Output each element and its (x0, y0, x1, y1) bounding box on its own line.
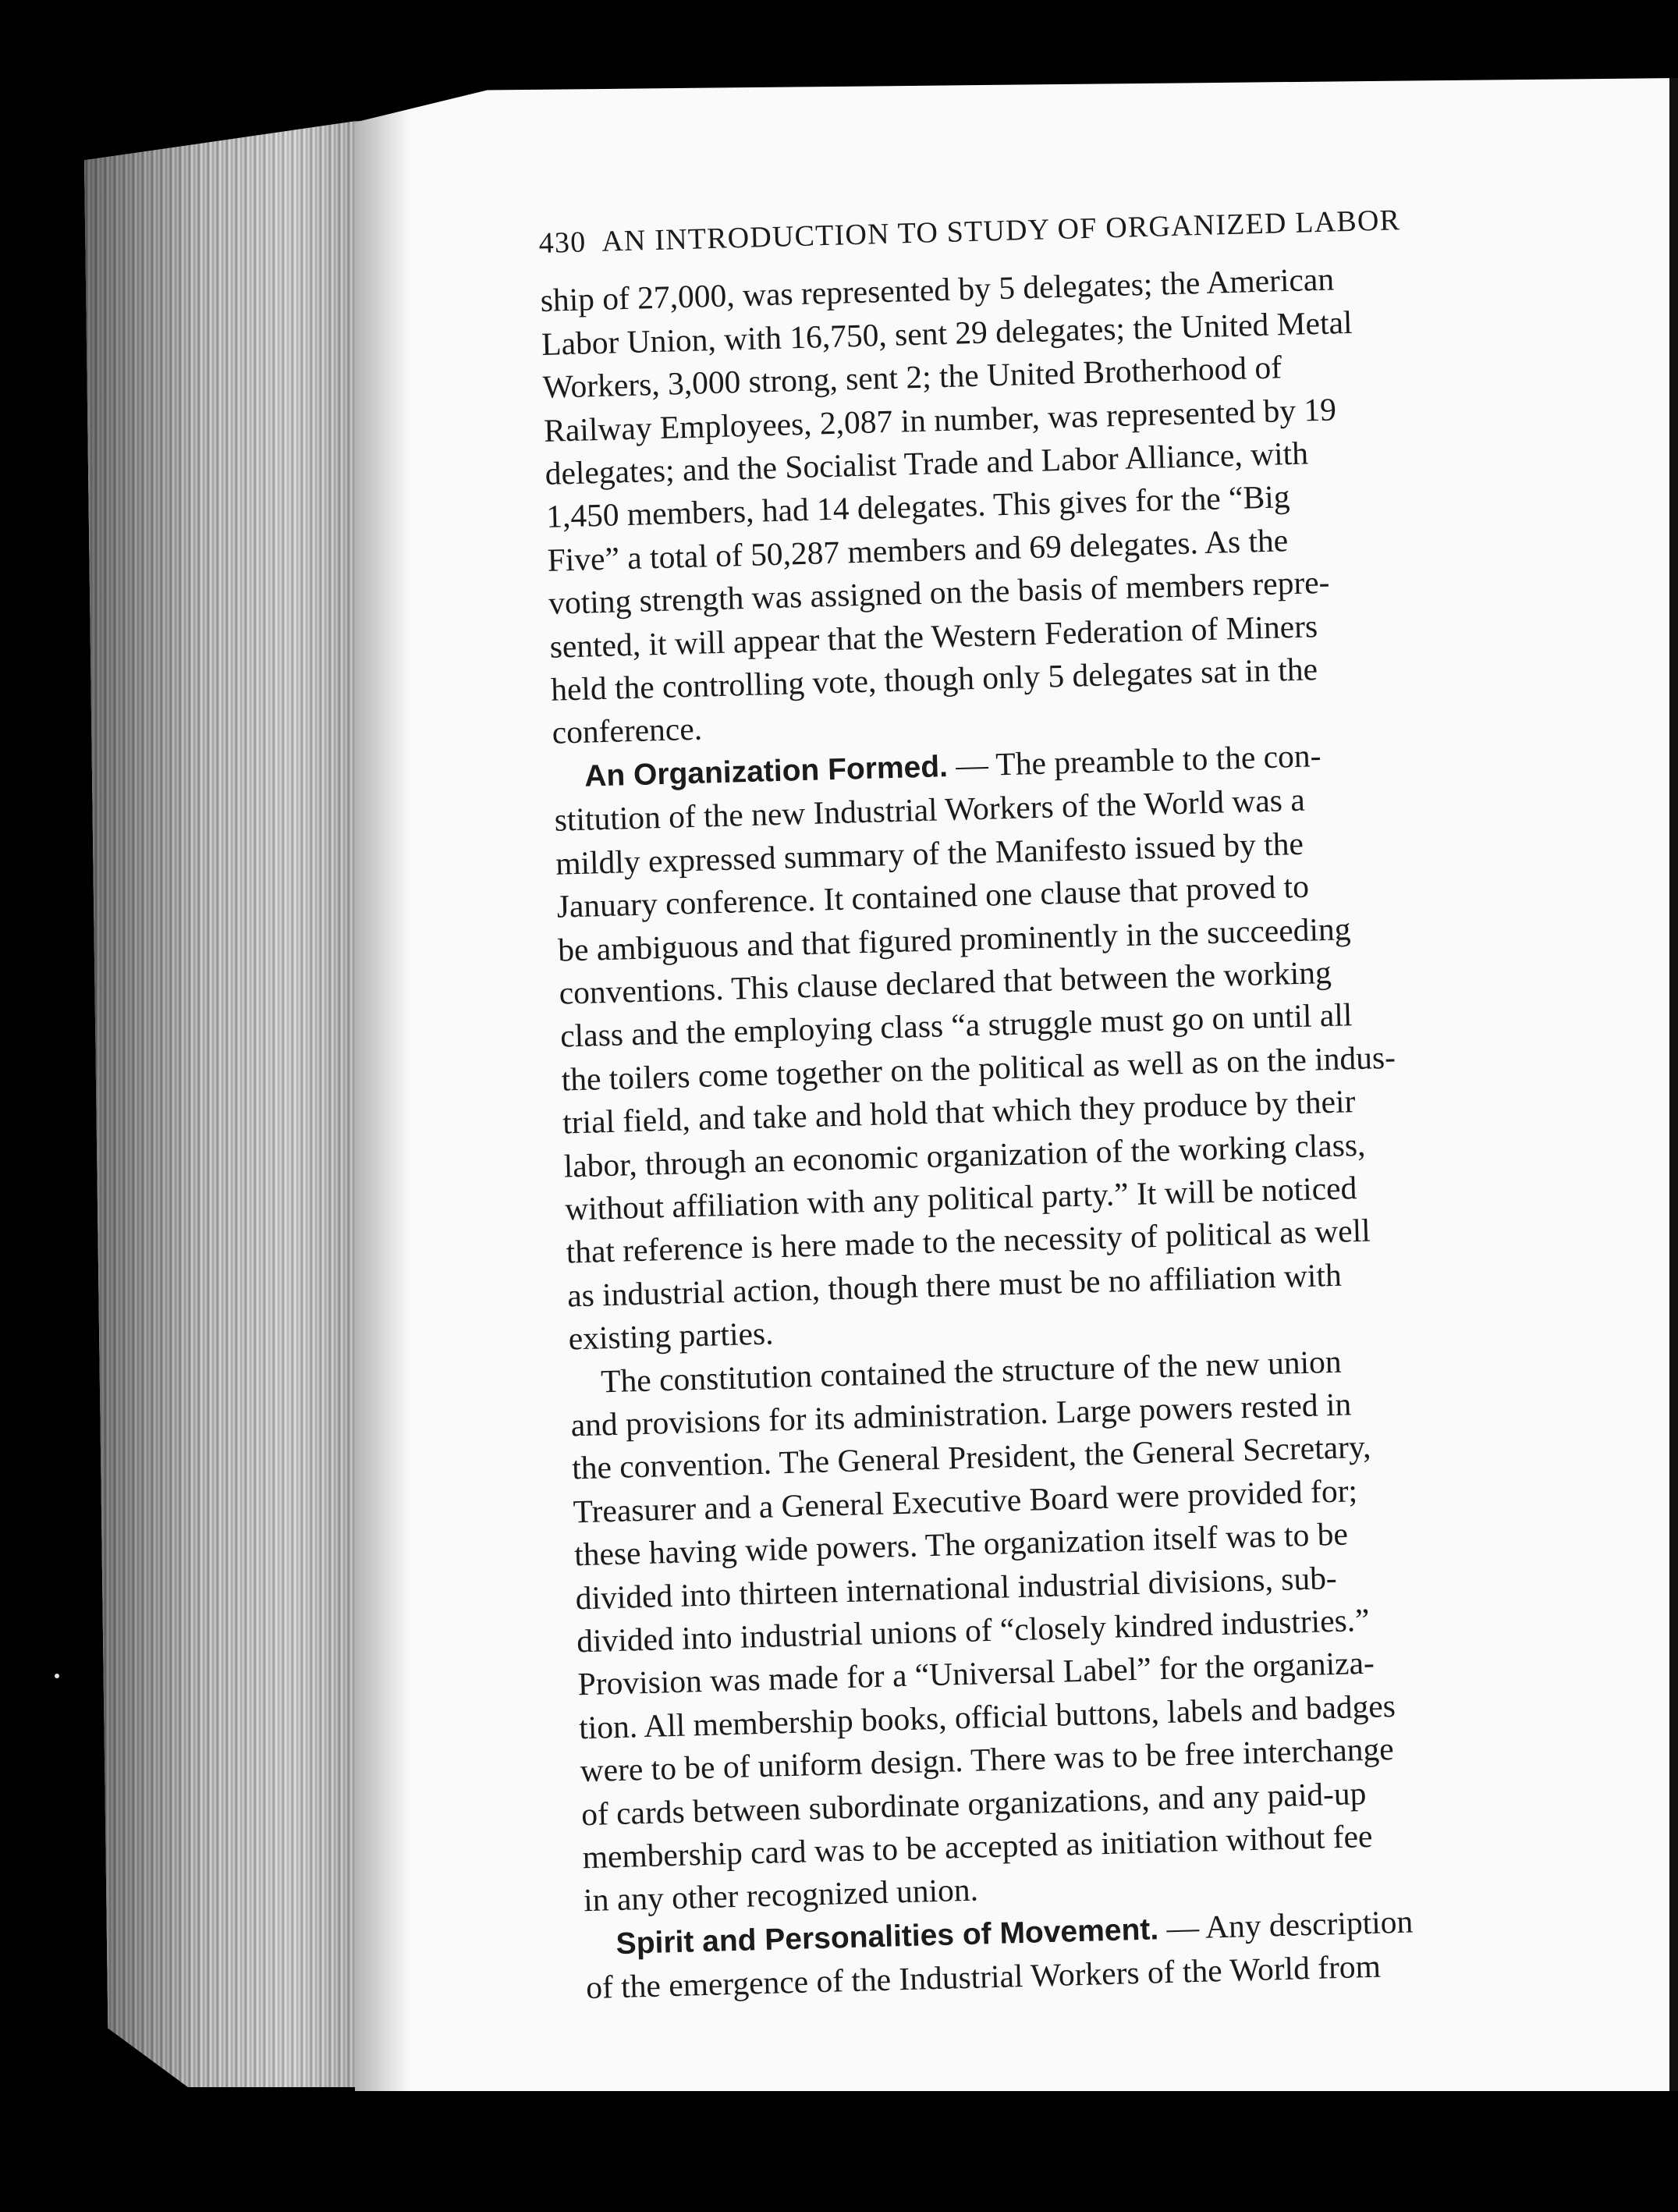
section-heading: Spirit and Personalities of Movement. (616, 1912, 1159, 1961)
text-line: Railway Employees, 2,087 in number, was represented by 19 (543, 391, 1337, 449)
paragraph (540, 253, 1535, 754)
page-number: 430 (538, 225, 587, 260)
text-line: conventions. This clause declared that between the working (559, 953, 1332, 1011)
text-line: Provision was made for a “Universal Label” for the organiza- (577, 1645, 1375, 1702)
text-line: be ambiguous and that figured prominently in the succeeding (557, 910, 1351, 968)
text-line: of the emergence of the Industrial Workers of the World from (585, 1947, 1382, 2006)
text-line: membership card was to be accepted as initiation without fee (582, 1817, 1373, 1876)
text-line: that reference is here made to the necessity of political as well (566, 1212, 1371, 1270)
page-gutter-shadow (355, 86, 410, 2091)
text-line: Labor Union, with 16,750, sent 29 delegates; the United Metal (541, 304, 1353, 362)
running-title: AN INTRODUCTION TO STUDY OF ORGANIZED LABOR (601, 204, 1401, 258)
page-edges-shadow (84, 121, 381, 2087)
text-line: 1,450 members, had 14 delegates. This gives for the “Big (545, 478, 1291, 535)
text-line: mildly expressed summary of the Manifesto issued by the (555, 825, 1304, 882)
page-text (538, 196, 1570, 2010)
paragraph (569, 1334, 1566, 1923)
text-line: January conference. It contained one clause that proved to (556, 868, 1310, 925)
text-line: delegates; and the Socialist Trade and Labor Alliance, with (545, 435, 1309, 492)
text-line: class and the employing class “a struggle must go on until all (559, 996, 1353, 1054)
text-line: ship of 27,000, was represented by 5 delegates; the American (540, 261, 1335, 319)
scan-border (1669, 78, 1678, 2091)
text-line: conference. (552, 711, 703, 751)
text-run: — The preamble to the con- (947, 737, 1321, 783)
text-line: the convention. The General President, the General Secretary, (571, 1429, 1371, 1486)
dust-speck (657, 25, 668, 36)
text-line: tion. All membership books, official buttons, labels and badges (578, 1687, 1396, 1746)
text-line: labor, through an economic organization of the working class, (563, 1126, 1366, 1184)
text-line: were to be of uniform design. There was to be free interchange (580, 1731, 1395, 1789)
text-line: sented, it will appear that the Western Federation of Miners (549, 607, 1318, 665)
text-line: as industrial action, though there must be no affiliation with (566, 1256, 1343, 1314)
text-line: The constitution contained the structure of the new union (600, 1343, 1343, 1399)
text-line: these having wide powers. The organization itself was to be (573, 1515, 1349, 1573)
text-line: divided into thirteen international industrial divisions, sub- (575, 1559, 1338, 1616)
text-line: stitution of the new Industrial Workers of the World was a (554, 781, 1306, 838)
dust-speck (55, 1674, 59, 1678)
text-line: trial field, and take and hold that which they produce by their (562, 1083, 1356, 1141)
text-line: divided into industrial unions of “closely kindred industries.” (576, 1601, 1371, 1660)
dust-speck (780, 78, 785, 83)
text-line: voting strength was assigned on the basis of members repre- (548, 563, 1331, 622)
text-line: and provisions for its administration. Large powers rested in (570, 1386, 1352, 1443)
paragraph (552, 729, 1552, 1361)
text-line: the toilers come together on the political as well as on the indus- (561, 1039, 1396, 1098)
text-line: in any other recognized union. (583, 1871, 979, 1919)
dust-speck (960, 55, 967, 62)
text-line: without affiliation with any political party.” It will be noticed (564, 1170, 1357, 1227)
section-heading: An Organization Formed. (584, 749, 949, 794)
text-line: of cards between subordinate organizations, and any paid-up (580, 1774, 1367, 1832)
text-line: Treasurer and a General Executive Board were provided for; (573, 1472, 1358, 1530)
text-line: Five” a total of 50,287 members and 69 delegates. As the (547, 522, 1289, 578)
text-line: existing parties. (568, 1315, 775, 1357)
text-run: — Any description (1158, 1903, 1414, 1947)
text-line: Workers, 3,000 strong, sent 2; the United Brotherhood of (542, 349, 1282, 406)
text-line: held the controlling vote, though only 5 delegates sat in the (550, 651, 1318, 708)
